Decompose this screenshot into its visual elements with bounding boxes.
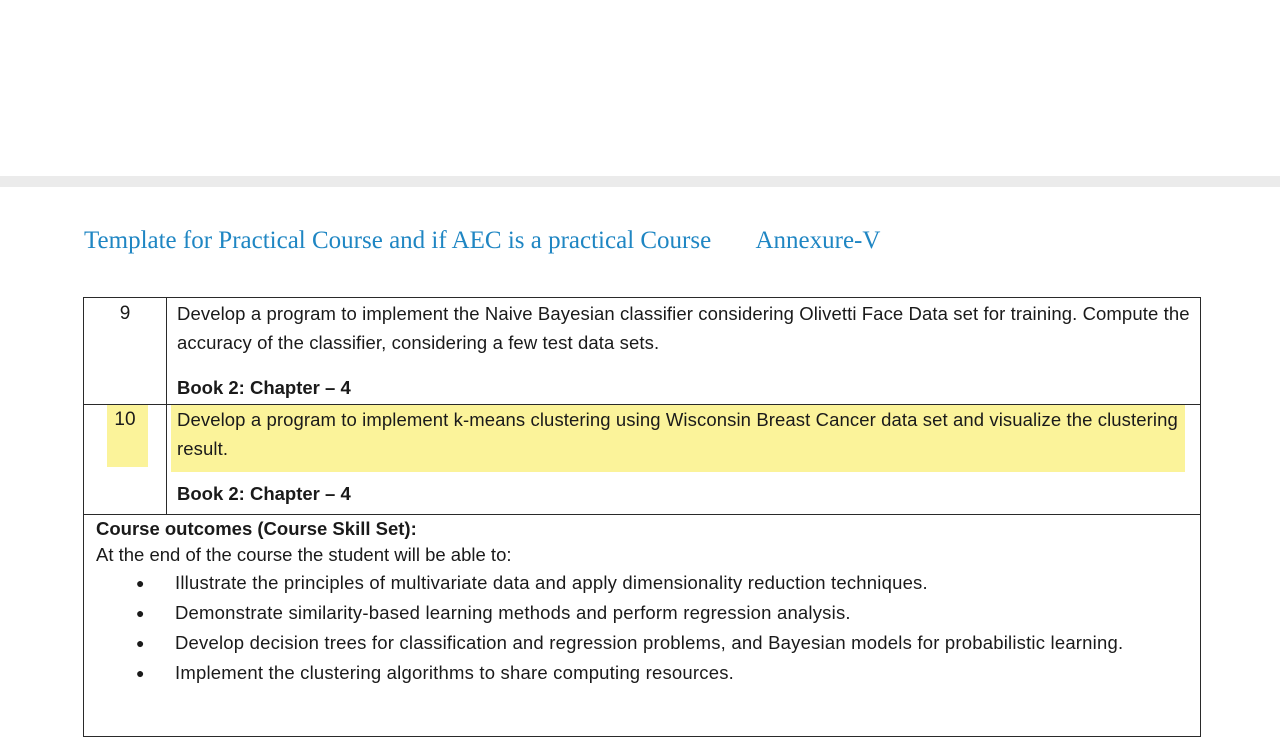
outcome-text: Develop decision trees for classification and regression problems, and Bayesian models for probabilistic learning. <box>175 632 1124 653</box>
experiment-description: Develop a program to implement the Naive Bayesian classifier considering Olivetti Face Data set for training. Compute the accuracy of the classifier, considering a few test data sets. <box>177 303 1190 353</box>
list-item <box>96 658 1186 688</box>
list-item <box>96 568 1186 598</box>
column-divider <box>166 298 167 404</box>
list-item <box>96 628 1186 658</box>
page-header <box>84 227 880 255</box>
outcomes-intro: At the end of the course the student will be able to: <box>96 544 512 565</box>
outcome-text: Illustrate the principles of multivariate data and apply dimensionality reduction techniques. <box>175 572 928 593</box>
outcomes-list <box>96 568 1186 688</box>
practical-table <box>83 297 1201 737</box>
bullet-icon: ● <box>136 605 145 621</box>
template-title: Template for Practical Course and if AEC is a practical Course <box>84 227 712 254</box>
bullet-icon: ● <box>136 665 145 681</box>
list-item <box>96 598 1186 628</box>
outcome-text: Implement the clustering algorithms to share computing resources. <box>175 662 735 683</box>
page-separator <box>0 176 1280 187</box>
experiment-description: Develop a program to implement k-means clustering using Wisconsin Breast Cancer data set and visualize the clustering result. <box>177 409 1178 459</box>
annexure-label: Annexure-V <box>755 227 881 254</box>
bullet-icon: ● <box>136 575 145 591</box>
table-row <box>84 298 1200 405</box>
book-reference: Book 2: Chapter – 4 <box>177 377 351 398</box>
column-divider <box>166 405 167 514</box>
experiment-number: 9 <box>119 303 131 324</box>
experiment-number: 10 <box>114 409 136 430</box>
bullet-icon: ● <box>136 635 145 651</box>
outcomes-title: Course outcomes (Course Skill Set): <box>96 518 417 539</box>
book-reference: Book 2: Chapter – 4 <box>177 483 351 504</box>
course-outcomes <box>96 515 1186 688</box>
table-row <box>84 405 1200 515</box>
outcome-text: Demonstrate similarity-based learning methods and perform regression analysis. <box>175 602 851 623</box>
